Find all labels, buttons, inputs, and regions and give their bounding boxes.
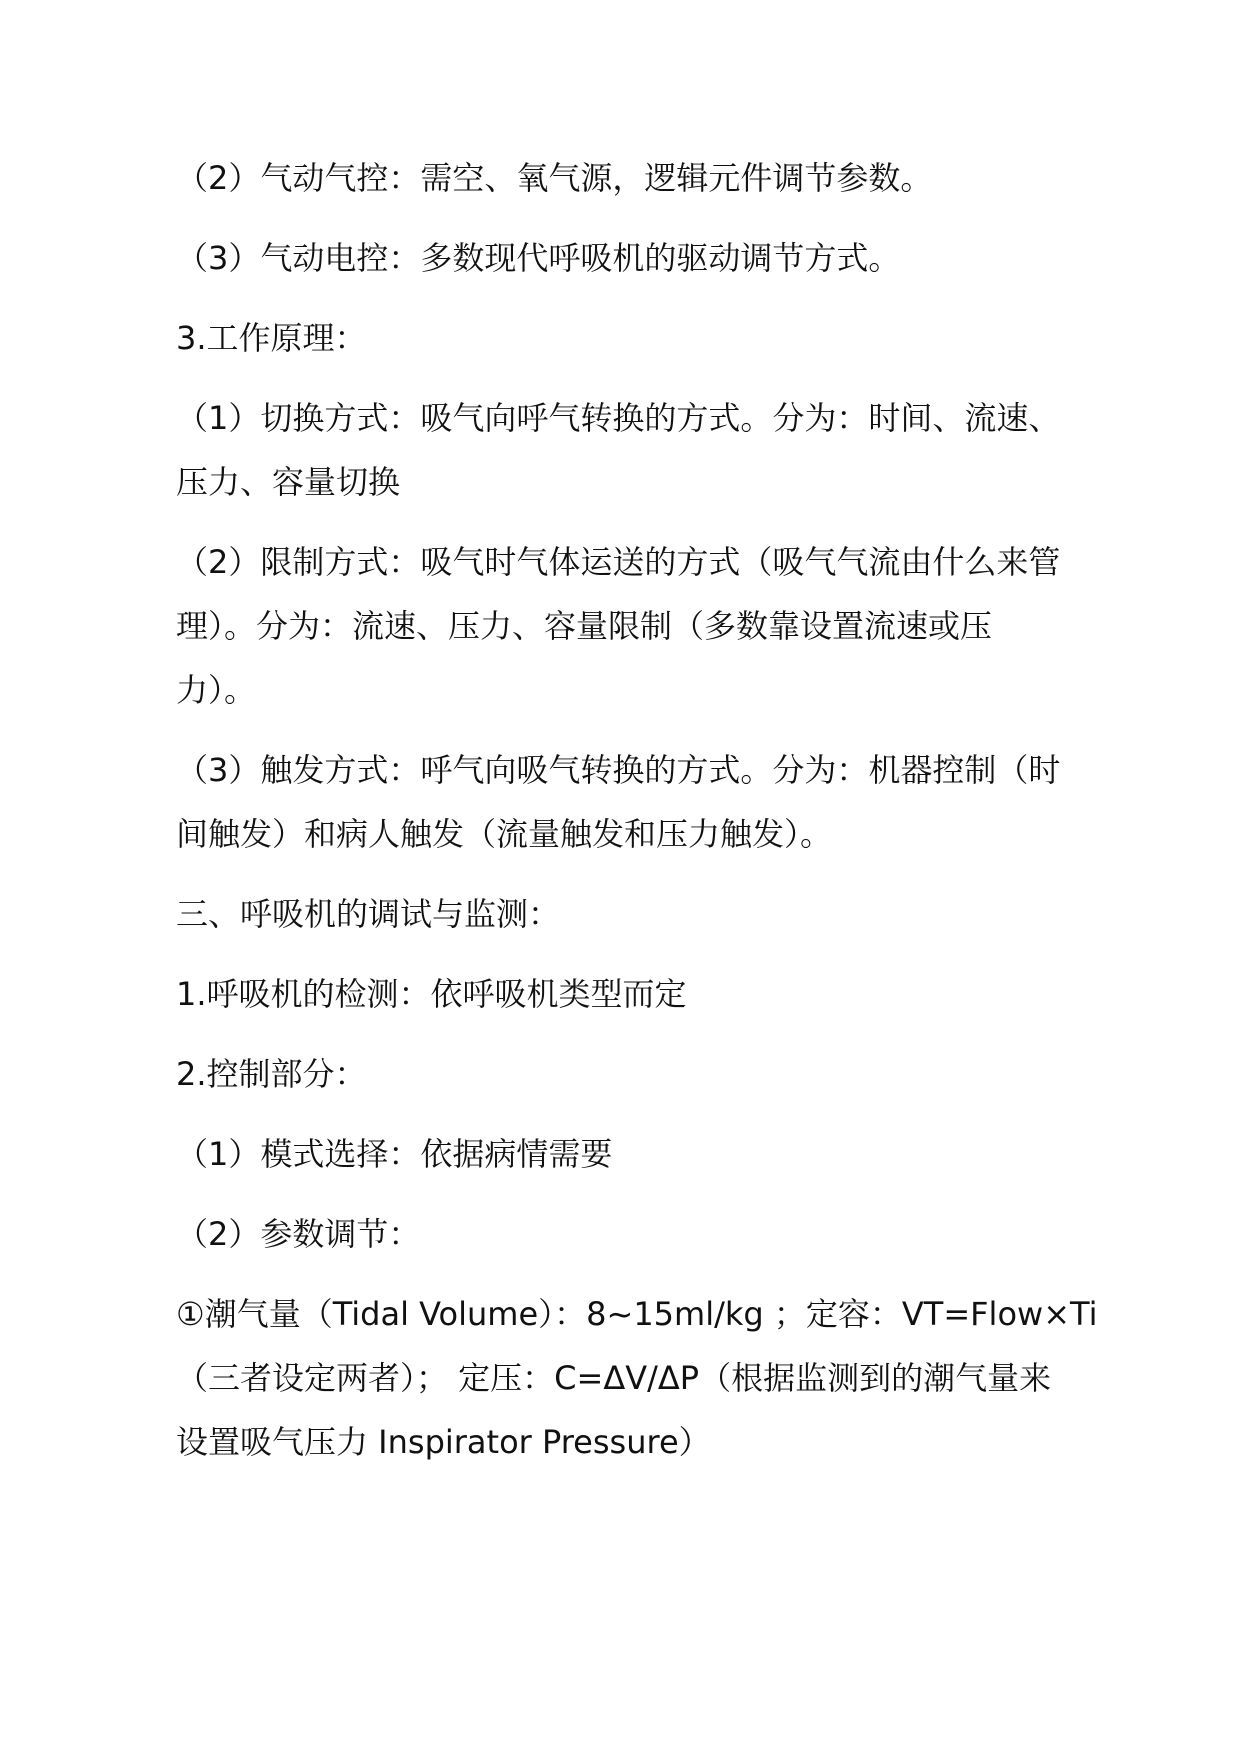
paragraph-ventilator-detection [176, 962, 1108, 1026]
text-line: 1.呼吸机的检测：依呼吸机类型而定 [176, 975, 687, 1013]
text-line: 3.工作原理： [176, 319, 367, 357]
text-line: 三、呼吸机的调试与监测： [176, 895, 561, 933]
text-line: （1）切换方式：吸气向呼气转换的方式。分为：时间、流速、 [176, 399, 1061, 437]
text-line: （3）气动电控：多数现代呼吸机的驱动调节方式。 [176, 239, 901, 277]
text-line: （2）限制方式：吸气时气体运送的方式（吸气气流由什么来管 [176, 543, 1061, 581]
text-line: 压力、容量切换 [176, 463, 401, 501]
heading-control-section [176, 1042, 1108, 1106]
paragraph-pneumatic-electric-control [176, 226, 1108, 290]
text-line: （3）触发方式：呼气向吸气转换的方式。分为：机器控制（时 [176, 751, 1061, 789]
paragraph-limit-method [176, 530, 1108, 722]
text-line: （三者设定两者）； 定压：C=ΔV/ΔP（根据监测到的潮气量来 [176, 1359, 1052, 1397]
text-line: 2.控制部分： [176, 1055, 367, 1093]
heading-parameter-adjustment [176, 1202, 1108, 1266]
text-line: 力）。 [176, 671, 257, 709]
text-line: 理）。分为：流速、压力、容量限制（多数靠设置流速或压 [176, 607, 993, 645]
paragraph-switching-method [176, 386, 1108, 514]
text-line: （2）参数调节： [176, 1215, 421, 1253]
text-line: 间触发）和病人触发（流量触发和压力触发）。 [176, 815, 833, 853]
paragraph-trigger-method [176, 738, 1108, 866]
text-line: （2）气动气控：需空、氧气源，逻辑元件调节参数。 [176, 159, 933, 197]
heading-working-principle [176, 306, 1108, 370]
paragraph-tidal-volume [176, 1282, 1108, 1474]
text-line: 设置吸气压力 Inspirator Pressure） [176, 1423, 711, 1461]
paragraph-mode-selection [176, 1122, 1108, 1186]
document-body [176, 146, 1108, 1490]
heading-ventilator-debug-monitoring [176, 882, 1108, 946]
text-line: （1）模式选择：依据病情需要 [176, 1135, 613, 1173]
paragraph-pneumatic-pneumatic-control [176, 146, 1108, 210]
text-line: ①潮气量（Tidal Volume）：8~15ml/kg ；定容：VT=Flow×Ti [176, 1295, 1098, 1333]
